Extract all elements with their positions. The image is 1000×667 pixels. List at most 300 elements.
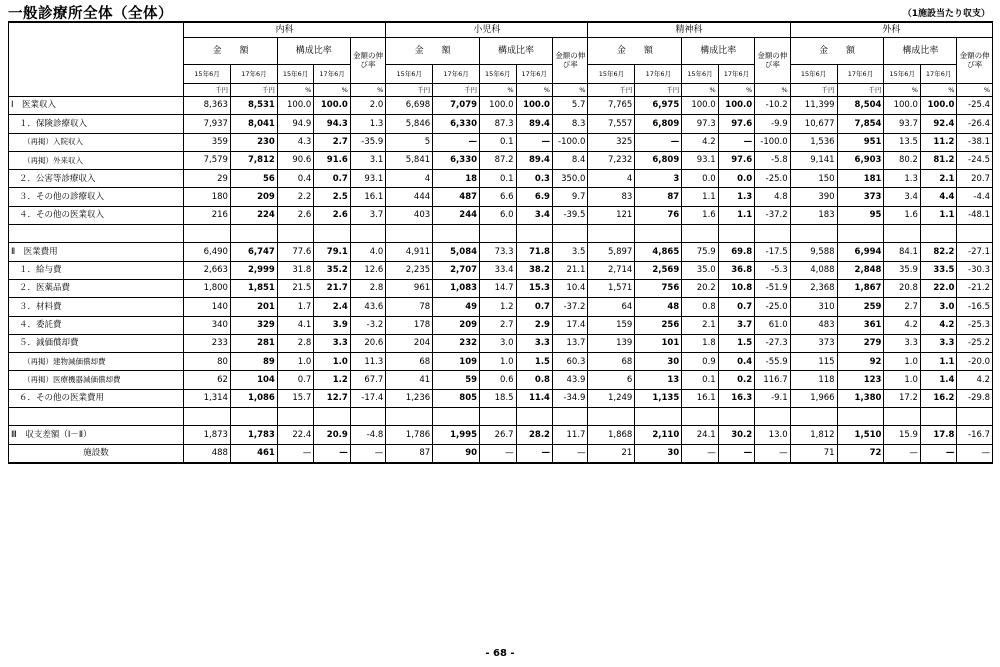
value-cell [386,225,433,243]
value-cell: 7,937 [184,115,231,133]
table-row [9,151,993,169]
period-header: 15年6月 [790,65,837,84]
value-cell: -4.8 [350,426,385,444]
value-cell: — [682,444,718,463]
value-cell [957,408,993,426]
table-row [9,261,993,279]
value-cell: 15.7 [277,389,313,407]
value-cell: 11.7 [552,426,587,444]
value-cell: 1.0 [480,353,516,371]
value-cell: -25.2 [957,334,993,352]
value-cell: 1,236 [386,389,433,407]
value-cell: 109 [433,353,480,371]
row-label: （再掲）医療機器減価償却費 [9,371,184,389]
value-cell: 487 [433,188,480,206]
row-label: Ⅲ 収支差額（Ⅰ－Ⅱ） [9,426,184,444]
value-cell: 0.7 [516,298,552,316]
value-cell: 93.1 [350,170,385,188]
row-label: ６．その他の医業費用 [9,389,184,407]
value-cell [552,408,587,426]
value-cell: 43.9 [552,371,587,389]
value-cell: 8.3 [552,115,587,133]
value-cell: — [350,444,385,463]
row-label: Ⅱ 医業費用 [9,243,184,261]
value-cell: -5.8 [755,151,790,169]
value-cell: 2,235 [386,261,433,279]
value-cell: 6,809 [635,115,682,133]
value-cell: -25.4 [957,97,993,115]
value-cell: -10.2 [755,97,790,115]
value-cell: 3.0 [480,334,516,352]
value-cell: 59 [433,371,480,389]
value-cell [350,225,385,243]
value-cell: 6,975 [635,97,682,115]
value-cell: 6 [588,371,635,389]
value-cell: 89.4 [516,151,552,169]
value-cell: 72 [837,444,884,463]
value-cell: 4,088 [790,261,837,279]
value-cell: 4.1 [277,316,313,334]
unit-cell: 千円 [837,84,884,97]
value-cell: 0.7 [718,298,754,316]
unit-cell: 千円 [230,84,277,97]
unit-cell: 千円 [386,84,433,97]
unit-cell: % [884,84,920,97]
period-header: 15年6月 [884,65,920,84]
value-cell: 68 [386,353,433,371]
page-title: 一般診療所全体（全体） [8,6,173,22]
value-cell: -25.3 [957,316,993,334]
amount-header: 金 額 [386,38,480,65]
value-cell: 1.2 [314,371,350,389]
value-cell: 56 [230,170,277,188]
value-cell: 1.5 [516,353,552,371]
period-header: 15年6月 [480,65,516,84]
value-cell: 24.1 [682,426,718,444]
value-cell: -3.2 [350,316,385,334]
value-cell: 76 [635,206,682,224]
value-cell: 1.4 [920,371,956,389]
value-cell: 13.0 [755,426,790,444]
value-cell: 83 [588,188,635,206]
value-cell [350,408,385,426]
value-cell: -5.3 [755,261,790,279]
value-cell: -100.0 [755,133,790,151]
value-cell: -51.9 [755,279,790,297]
value-cell: 1.1 [682,188,718,206]
value-cell: 73.3 [480,243,516,261]
value-cell: 94.9 [277,115,313,133]
value-cell: 488 [184,444,231,463]
value-cell: 1,249 [588,389,635,407]
value-cell: -48.1 [957,206,993,224]
value-cell: 1,086 [230,389,277,407]
value-cell: 12.7 [314,389,350,407]
value-cell: 209 [230,188,277,206]
value-cell: 0.9 [682,353,718,371]
value-cell: 6.9 [516,188,552,206]
value-cell: 3.7 [718,316,754,334]
header-corner [9,22,184,97]
value-cell [755,408,790,426]
value-cell: 224 [230,206,277,224]
value-cell: 21.5 [277,279,313,297]
value-cell: 10.8 [718,279,754,297]
value-cell: 5,841 [386,151,433,169]
value-cell: 4,911 [386,243,433,261]
value-cell: 329 [230,316,277,334]
value-cell: 67.7 [350,371,385,389]
value-cell: — [635,133,682,151]
value-cell: -35.9 [350,133,385,151]
value-cell: 1.0 [277,353,313,371]
row-label: ３．材料費 [9,298,184,316]
value-cell: 0.4 [277,170,313,188]
value-cell: -25.0 [755,298,790,316]
value-cell: 1.7 [277,298,313,316]
value-cell: -55.9 [755,353,790,371]
unit-cell: % [718,84,754,97]
value-cell: 100.0 [277,97,313,115]
period-header: 17年6月 [314,65,350,84]
value-cell: 80 [184,353,231,371]
value-cell: 49 [433,298,480,316]
value-cell: 2.9 [516,316,552,334]
value-cell: 4.8 [755,188,790,206]
value-cell: 11.3 [350,353,385,371]
value-cell: 403 [386,206,433,224]
value-cell: 3.3 [920,334,956,352]
table-row [9,97,993,115]
value-cell: 178 [386,316,433,334]
value-cell: 12.6 [350,261,385,279]
value-cell: 75.9 [682,243,718,261]
value-cell: 2,999 [230,261,277,279]
value-cell: 7,232 [588,151,635,169]
value-cell: 1,786 [386,426,433,444]
value-cell: 104 [230,371,277,389]
value-cell: 11.4 [516,389,552,407]
value-cell: 97.6 [718,115,754,133]
value-cell: — [480,444,516,463]
value-cell: 0.6 [480,371,516,389]
table-row [9,279,993,297]
value-cell: 359 [184,133,231,151]
row-label: ４．委託費 [9,316,184,334]
value-cell: -9.9 [755,115,790,133]
value-cell: 68 [588,353,635,371]
value-cell: 30.2 [718,426,754,444]
value-cell: -27.3 [755,334,790,352]
unit-cell: % [480,84,516,97]
value-cell: -17.5 [755,243,790,261]
row-label: （再掲）外来収入 [9,151,184,169]
header-row-departments [9,22,993,38]
ratio-header: 構成比率 [277,38,350,65]
value-cell: 8,041 [230,115,277,133]
value-cell: 87 [386,444,433,463]
value-cell [837,408,884,426]
period-header: 17年6月 [718,65,754,84]
value-cell: 0.1 [682,371,718,389]
value-cell: — [552,444,587,463]
value-cell: 95 [837,206,884,224]
unit-note: （1施設当たり収支） [902,9,990,19]
value-cell: 0.2 [718,371,754,389]
value-cell: 15.9 [884,426,920,444]
value-cell: -38.1 [957,133,993,151]
value-cell: 21.7 [314,279,350,297]
value-cell: -16.5 [957,298,993,316]
value-cell [920,225,956,243]
row-label [9,225,184,243]
value-cell: -24.5 [957,151,993,169]
unit-cell: % [277,84,313,97]
value-cell: 373 [837,188,884,206]
value-cell: -39.5 [552,206,587,224]
value-cell: 97.6 [718,151,754,169]
value-cell: 259 [837,298,884,316]
value-cell: 181 [837,170,884,188]
value-cell: 5.7 [552,97,587,115]
spacer-row [9,225,993,243]
value-cell: 21 [588,444,635,463]
value-cell: 94.3 [314,115,350,133]
value-cell [230,408,277,426]
value-cell: — [277,444,313,463]
value-cell: 5 [386,133,433,151]
value-cell: 6,809 [635,151,682,169]
value-cell: 13.5 [884,133,920,151]
value-cell [920,408,956,426]
value-cell: 0.8 [516,371,552,389]
value-cell: 1.6 [682,206,718,224]
value-cell: 4 [386,170,433,188]
value-cell: 91.6 [314,151,350,169]
value-cell: 3.3 [516,334,552,352]
value-cell: 1.3 [350,115,385,133]
value-cell: 36.8 [718,261,754,279]
amount-header: 金 額 [588,38,682,65]
value-cell: 3.4 [516,206,552,224]
value-cell: 16.2 [920,389,956,407]
table-row [9,188,993,206]
value-cell: -25.0 [755,170,790,188]
unit-cell: 千円 [184,84,231,97]
value-cell: 30 [635,353,682,371]
value-cell: 116.7 [755,371,790,389]
table-row [9,444,993,463]
value-cell: 6,330 [433,151,480,169]
value-cell [184,225,231,243]
unit-cell: % [552,84,587,97]
period-header: 15年6月 [277,65,313,84]
value-cell: 90.6 [277,151,313,169]
value-cell: 33.4 [480,261,516,279]
value-cell: 43.6 [350,298,385,316]
value-cell: 31.8 [277,261,313,279]
value-cell: 1.2 [480,298,516,316]
department-header: 精神科 [588,22,790,38]
value-cell [184,408,231,426]
value-cell [790,225,837,243]
value-cell: 9,141 [790,151,837,169]
value-cell: 10,677 [790,115,837,133]
value-cell: 4.2 [682,133,718,151]
value-cell: 92 [837,353,884,371]
value-cell: 20.7 [957,170,993,188]
unit-cell: % [957,84,993,97]
unit-cell: % [516,84,552,97]
value-cell: 89.4 [516,115,552,133]
value-cell: 8,363 [184,97,231,115]
value-cell: 1,851 [230,279,277,297]
value-cell: -21.2 [957,279,993,297]
value-cell: 35.0 [682,261,718,279]
value-cell: 310 [790,298,837,316]
value-cell: 0.1 [480,133,516,151]
value-cell [230,225,277,243]
row-label: Ⅰ 医業収入 [9,97,184,115]
unit-cell: 千円 [635,84,682,97]
value-cell: 20.9 [314,426,350,444]
value-cell: — [755,444,790,463]
value-cell: 82.2 [920,243,956,261]
value-cell: 11.2 [920,133,956,151]
value-cell [277,225,313,243]
value-cell: 7,765 [588,97,635,115]
value-cell: 5,897 [588,243,635,261]
value-cell: 2,110 [635,426,682,444]
value-cell: 7,579 [184,151,231,169]
value-cell: 80.2 [884,151,920,169]
value-cell: 373 [790,334,837,352]
value-cell: 81.2 [920,151,956,169]
value-cell: 100.0 [920,97,956,115]
value-cell: 20.2 [682,279,718,297]
value-cell [682,225,718,243]
period-header: 15年6月 [386,65,433,84]
value-cell: 0.0 [718,170,754,188]
table-row [9,316,993,334]
value-cell: 13 [635,371,682,389]
unit-cell: % [314,84,350,97]
value-cell: 2,707 [433,261,480,279]
value-cell: — [433,133,480,151]
table-row [9,133,993,151]
value-cell: 71 [790,444,837,463]
value-cell: 232 [433,334,480,352]
value-cell: 6,747 [230,243,277,261]
value-cell: 11,399 [790,97,837,115]
value-cell: -16.7 [957,426,993,444]
value-cell: 18 [433,170,480,188]
value-cell: 4,865 [635,243,682,261]
value-cell: 2,848 [837,261,884,279]
value-cell: 7,557 [588,115,635,133]
growth-header: 金額の伸び率 [755,38,790,84]
value-cell: 951 [837,133,884,151]
period-header: 17年6月 [837,65,884,84]
period-header: 17年6月 [230,65,277,84]
growth-header: 金額の伸び率 [957,38,993,84]
value-cell [433,225,480,243]
value-cell: 7,079 [433,97,480,115]
value-cell: -26.4 [957,115,993,133]
value-cell: 139 [588,334,635,352]
growth-header: 金額の伸び率 [552,38,587,84]
value-cell: -30.3 [957,261,993,279]
value-cell: 2.7 [314,133,350,151]
value-cell: 6,994 [837,243,884,261]
period-header: 17年6月 [635,65,682,84]
row-label: （再掲）入院収入 [9,133,184,151]
value-cell: — [516,444,552,463]
unit-cell: % [350,84,385,97]
value-cell: 230 [230,133,277,151]
value-cell: 87.2 [480,151,516,169]
value-cell: 1.1 [920,206,956,224]
value-cell: 1.0 [884,371,920,389]
value-cell: 140 [184,298,231,316]
value-cell: 79.1 [314,243,350,261]
value-cell [314,408,350,426]
value-cell: 1,873 [184,426,231,444]
value-cell: 0.0 [682,170,718,188]
value-cell: 87.3 [480,115,516,133]
department-header: 小児科 [386,22,588,38]
value-cell: 17.2 [884,389,920,407]
value-cell [516,225,552,243]
value-cell: 2,569 [635,261,682,279]
value-cell: 2.1 [682,316,718,334]
value-cell: 150 [790,170,837,188]
value-cell: 100.0 [682,97,718,115]
value-cell: 100.0 [314,97,350,115]
value-cell: 209 [433,316,480,334]
value-cell [718,225,754,243]
unit-cell: % [682,84,718,97]
value-cell [755,225,790,243]
value-cell: 5,084 [433,243,480,261]
value-cell: 90 [433,444,480,463]
value-cell [635,225,682,243]
value-cell: 3.1 [350,151,385,169]
value-cell: 5,846 [386,115,433,133]
value-cell: 3.4 [884,188,920,206]
value-cell: 961 [386,279,433,297]
value-cell: 20.6 [350,334,385,352]
value-cell: 2.6 [277,206,313,224]
row-label: １．給与費 [9,261,184,279]
value-cell: -9.1 [755,389,790,407]
value-cell: 1,868 [588,426,635,444]
value-cell [480,225,516,243]
value-cell: 1,867 [837,279,884,297]
table-row [9,334,993,352]
value-cell: 118 [790,371,837,389]
row-label: ５．減価償却費 [9,334,184,352]
value-cell [480,408,516,426]
value-cell: 3 [635,170,682,188]
unit-cell: 千円 [790,84,837,97]
value-cell: 0.1 [480,170,516,188]
value-cell [635,408,682,426]
value-cell: -100.0 [552,133,587,151]
value-cell: 805 [433,389,480,407]
value-cell: 6,698 [386,97,433,115]
value-cell: 2.6 [314,206,350,224]
